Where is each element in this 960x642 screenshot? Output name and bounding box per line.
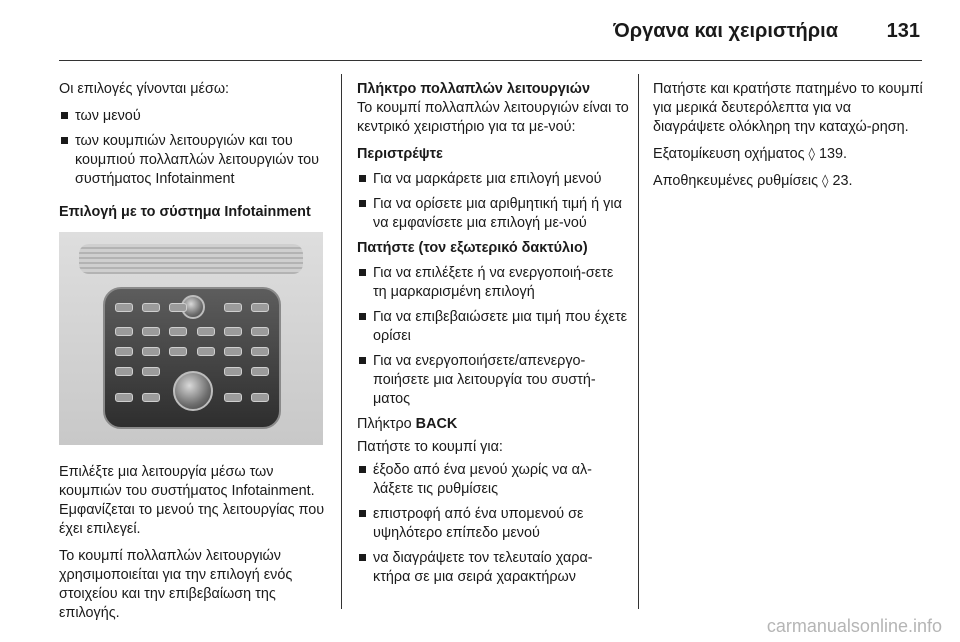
control-button <box>251 367 269 376</box>
control-button <box>169 347 187 356</box>
list-item: να διαγράψετε τον τελευταίο χαρα-κτήρα σε μια σειρά χαρακτήρων <box>357 549 629 587</box>
air-vent-grille <box>79 244 303 274</box>
rotate-list <box>357 170 629 233</box>
chapter-title: Όργανα και χειριστήρια <box>613 20 838 42</box>
control-button <box>142 327 160 336</box>
paragraph: Επιλέξτε μια λειτουργία μέσω των κουμπιών του συστήματος Infotainment. Εμφανίζεται το μενού της λειτουργίας που έχει επιλεγεί. <box>59 464 325 537</box>
selection-methods-list <box>59 107 329 189</box>
cross-reference[interactable] <box>653 145 925 164</box>
intro-text: Το κουμπί πολλαπλών λειτουργιών είναι το κεντρικό χειριστήριο για τα με-νού: <box>357 100 629 135</box>
page-number: 131 <box>886 20 920 42</box>
control-button <box>197 347 215 356</box>
list-item: Για να μαρκάρετε μια επιλογή μενού <box>357 170 629 189</box>
preset-button <box>142 303 160 312</box>
watermark: carmanualsonline.info <box>766 616 942 636</box>
control-button <box>115 367 133 376</box>
button-row <box>115 303 269 313</box>
reference-text: Αποθηκευμένες ρυθμίσεις <box>653 173 819 189</box>
preset-button <box>224 303 242 312</box>
back-list <box>357 461 629 587</box>
section-heading: Πλήκτρο πολλαπλών λειτουργιών <box>357 81 590 97</box>
button-row <box>115 347 269 357</box>
back-key-line <box>357 415 629 434</box>
control-button <box>224 347 242 356</box>
column-1 <box>59 80 329 631</box>
column-2 <box>357 80 629 593</box>
reference-icon: ◊ <box>808 147 815 162</box>
reference-page: 23. <box>832 173 853 189</box>
control-button <box>115 347 133 356</box>
list-item: Για να επιβεβαιώσετε μια τιμή που έχετε ορίσει <box>357 308 629 346</box>
page-header <box>0 0 960 62</box>
list-item: έξοδο από ένα μενού χωρίς να αλ-λάξετε τις ρυθμίσεις <box>357 461 629 499</box>
preset-button <box>115 303 133 312</box>
paragraph: Πατήστε και κρατήστε πατημένο το κουμπί για μερικά δευτερόλεπτα για να διαγράψετε ολόκληρη την καταχώ-ρηση. <box>653 81 923 135</box>
preset-button <box>251 303 269 312</box>
intro-text: Οι επιλογές γίνονται μέσω: <box>59 81 230 97</box>
control-button <box>224 367 242 376</box>
control-console <box>103 287 281 429</box>
list-item: Για να ενεργοποιήσετε/απενεργο-ποιήσετε μια λειτουργία του συστή-ματος <box>357 352 629 409</box>
control-button <box>169 327 187 336</box>
list-item: των κουμπιών λειτουργιών και του κουμπιού πολλαπλών λειτουργιών του συστήματος Infotainment <box>59 132 329 189</box>
infotainment-panel-image <box>59 232 323 445</box>
control-button <box>142 347 160 356</box>
paragraph: Το κουμπί πολλαπλών λειτουργιών χρησιμοποιείται για την επιλογή ενός στοιχείου και την επιβεβαίωση της επιλογής. <box>59 548 293 621</box>
control-button <box>115 393 133 402</box>
control-button <box>142 393 160 402</box>
back-key-label: BACK <box>415 416 458 432</box>
preset-button <box>169 303 187 312</box>
button-row <box>115 327 269 337</box>
control-button <box>251 393 269 402</box>
reference-icon: ◊ <box>822 174 829 189</box>
list-item: Για να επιλέξετε ή να ενεργοποιή-σετε τη μαρκαρισμένη επιλογή <box>357 264 629 302</box>
reference-text: Εξατομίκευση οχήματος <box>653 146 805 162</box>
header-divider <box>59 60 922 61</box>
reference-page: 139. <box>818 146 847 162</box>
control-button <box>142 367 160 376</box>
section-heading: Επιλογή με το σύστημα Infotainment <box>59 204 311 220</box>
press-list <box>357 264 629 409</box>
subheading-press: Πατήστε (τον εξωτερικό δακτύλιο) <box>357 240 588 256</box>
control-button <box>251 327 269 336</box>
control-button <box>224 327 242 336</box>
control-button <box>115 327 133 336</box>
control-button <box>251 347 269 356</box>
control-button <box>197 327 215 336</box>
subheading-rotate: Περιστρέψτε <box>357 146 443 162</box>
list-item: επιστροφή από ένα υπομενού σε υψηλότερο επίπεδο μενού <box>357 505 629 543</box>
back-key-prefix: Πλήκτρο <box>357 416 412 432</box>
column-divider <box>638 74 639 609</box>
back-intro: Πατήστε το κουμπί για: <box>357 439 503 455</box>
column-divider <box>341 74 342 609</box>
control-button <box>224 393 242 402</box>
column-3 <box>653 80 925 199</box>
multifunction-knob <box>173 371 213 411</box>
cross-reference[interactable] <box>653 172 925 191</box>
list-item: των μενού <box>59 107 329 126</box>
list-item: Για να ορίσετε μια αριθμητική τιμή ή για να εμφανίσετε μια επιλογή με-νού <box>357 195 629 233</box>
